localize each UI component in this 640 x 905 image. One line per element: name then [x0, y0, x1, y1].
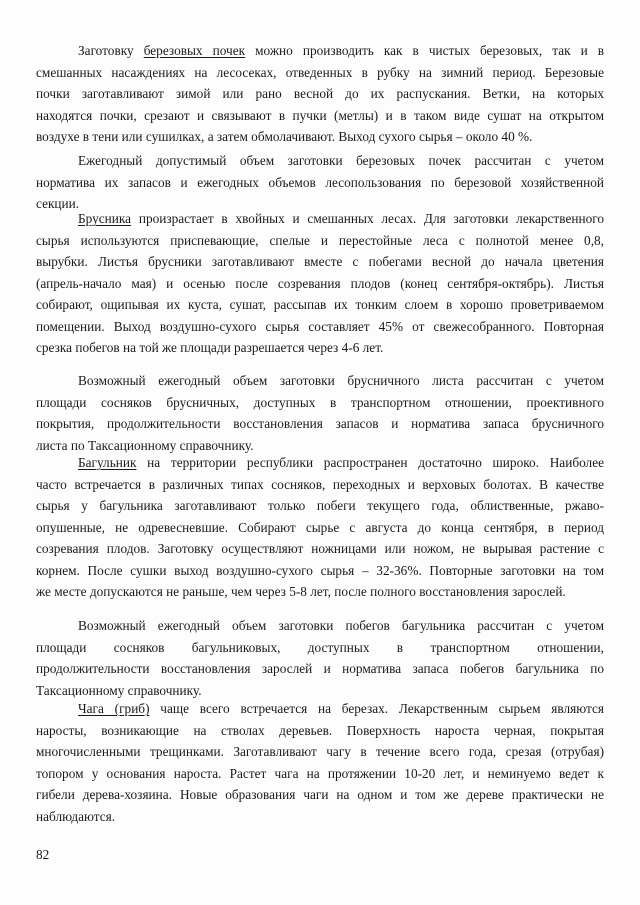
- text-line: [36, 786, 604, 803]
- text-segment: корнем. После сушки выход воздушно-сухого сырья – 32-36%. Повторные заготовки на том: [36, 562, 604, 578]
- text-line: [36, 682, 604, 699]
- text-line: [36, 765, 604, 782]
- text-segment: вырубки. Листья брусники заготавливают вместе с побегами весной до начала цветения: [36, 254, 604, 269]
- text-segment: покрытия, продолжительности восстановления запасов и норматива запаса брусничного: [36, 416, 604, 431]
- text-line: [36, 232, 604, 249]
- text-segment: находятся почки, срезают и связывают в пучки (метлы) и в таком виде сушат на открытом: [36, 107, 604, 123]
- text-line: [36, 318, 604, 335]
- text-line: [78, 617, 604, 634]
- text-line: [36, 339, 604, 356]
- text-line: [36, 476, 604, 493]
- text-line: [36, 660, 604, 677]
- text-segment: срезка побегов на той же площади разрешается через 4-6 лет.: [36, 340, 384, 355]
- text-segment: почки заготавливают зимой или рано весной до их распускания. Ветки, на которых: [36, 86, 604, 101]
- text-segment: наблюдаются.: [36, 808, 116, 824]
- text-segment: помещении. Выход воздушно-сухого сырья составляет 45% от свежесобранного. Повторная: [36, 318, 604, 334]
- text-line: [78, 454, 604, 471]
- text-segment: сырья используются приспевающие, спелые и перестойные леса с полнотой менее 0,8,: [36, 232, 604, 248]
- text-line: [36, 562, 604, 579]
- text-segment: топором у основания нароста. Растет чага на протяжении 10-20 лет, и неминуемо ведет к: [36, 765, 604, 781]
- text-line: [36, 275, 604, 292]
- text-line: [36, 128, 604, 145]
- page-number: 82: [36, 847, 50, 862]
- underlined-term: березовых почек: [143, 43, 246, 58]
- text-line: [36, 107, 604, 124]
- text-segment: воздухе в тени или сушилках, а затем обмолачивают. Выход сухого сырья – около 40 %.: [36, 129, 533, 144]
- text-segment: собирают, ощипывая их куста, сушат, рассыпав их тонким слоем в хорошо проветриваемом: [36, 297, 604, 312]
- text-segment: опушенные, не одревесневшие. Собирают сырье с августа до конца сентября, в период: [36, 519, 604, 535]
- text-line: [36, 415, 604, 432]
- text-line: [78, 372, 604, 389]
- text-segment: продолжительности восстановления зарослей и норматива запаса побегов багульника по: [36, 661, 604, 676]
- text-line: [36, 583, 604, 600]
- text-segment: же месте допускаются не раньше, чем через 5-8 лет, после полного восстановления зарослей.: [36, 584, 566, 599]
- text-line: [36, 174, 604, 191]
- text-segment: смешанных насаждениях на лесосеках, отведенных в рубку на зимний период. Березовые: [36, 64, 604, 80]
- text-segment: площади сосняков брусничных, доступных в транспортном отношении, проективного: [36, 394, 604, 410]
- text-line: [36, 296, 604, 313]
- text-line: [36, 497, 604, 514]
- text-segment: на территории республики распространен достаточно широко. Наиболее: [136, 455, 604, 470]
- text-segment: наросты, возникающие на стволах деревьев. Поверхность нароста черная, покрытая: [36, 722, 604, 738]
- text-line: [36, 639, 604, 656]
- text-line: [36, 540, 604, 557]
- text-line: [36, 437, 604, 454]
- text-segment: чаще всего встречается на березах. Лекарственным сырьем являются: [149, 701, 604, 716]
- text-line: [36, 253, 604, 270]
- text-segment: листа по Таксационному справочнику.: [36, 437, 254, 453]
- text-segment: сырья у багульника заготавливают только побеги текущего года, облиственные, ржаво-: [36, 498, 604, 513]
- text-line: [36, 808, 604, 825]
- text-segment: площади сосняков багульниковых, доступных в транспортном отношении,: [36, 639, 604, 655]
- text-line: [36, 85, 604, 102]
- text-segment: можно производить как в чистых березовых, так и в: [245, 43, 604, 58]
- text-line: [36, 519, 604, 536]
- text-line: [78, 42, 604, 59]
- text-segment: часто встречается в различных типах сосняков, переходных и верховых болотах. В качестве: [36, 476, 604, 492]
- text-segment: гибели дерева-хозяина. Новые образования чаги на одном и том же дереве практически не: [36, 787, 604, 802]
- text-segment: Возможный ежегодный объем заготовки побегов багульника рассчитан с учетом: [78, 618, 604, 633]
- text-segment: созревания плодов. Заготовку осуществляют ножницами или ножом, не вырывая растение с: [36, 541, 604, 556]
- text-segment: секции.: [36, 196, 80, 211]
- underlined-term: Чага (гриб): [78, 701, 150, 716]
- underlined-term: Багульник: [78, 455, 137, 470]
- text-segment: Заготовку: [78, 43, 144, 58]
- text-line: [36, 394, 604, 411]
- text-segment: многочисленными трещинками. Заготавливают чагу в течение всего года, срезая (отрубая): [36, 744, 604, 759]
- text-line: [78, 210, 604, 227]
- text-line: [36, 64, 604, 81]
- text-line: [36, 743, 604, 760]
- underlined-term: Брусника: [78, 211, 132, 226]
- text-line: [78, 700, 604, 717]
- text-segment: (апрель-начало мая) и осенью после созревания плодов (конец сентября-октябрь). Листья: [36, 275, 604, 291]
- text-line: [78, 152, 604, 169]
- text-segment: Таксационному справочнику.: [36, 682, 202, 698]
- text-line: [36, 722, 604, 739]
- text-segment: Ежегодный допустимый объем заготовки березовых почек рассчитан с учетом: [78, 153, 604, 168]
- text-segment: произрастает в хвойных и смешанных лесах. Для заготовки лекарственного: [131, 211, 604, 226]
- text-segment: Возможный ежегодный объем заготовки брусничного листа рассчитан с учетом: [78, 373, 604, 388]
- text-segment: норматива их запасов и ежегодных объемов лесопользования по березовой хозяйственной: [36, 174, 604, 190]
